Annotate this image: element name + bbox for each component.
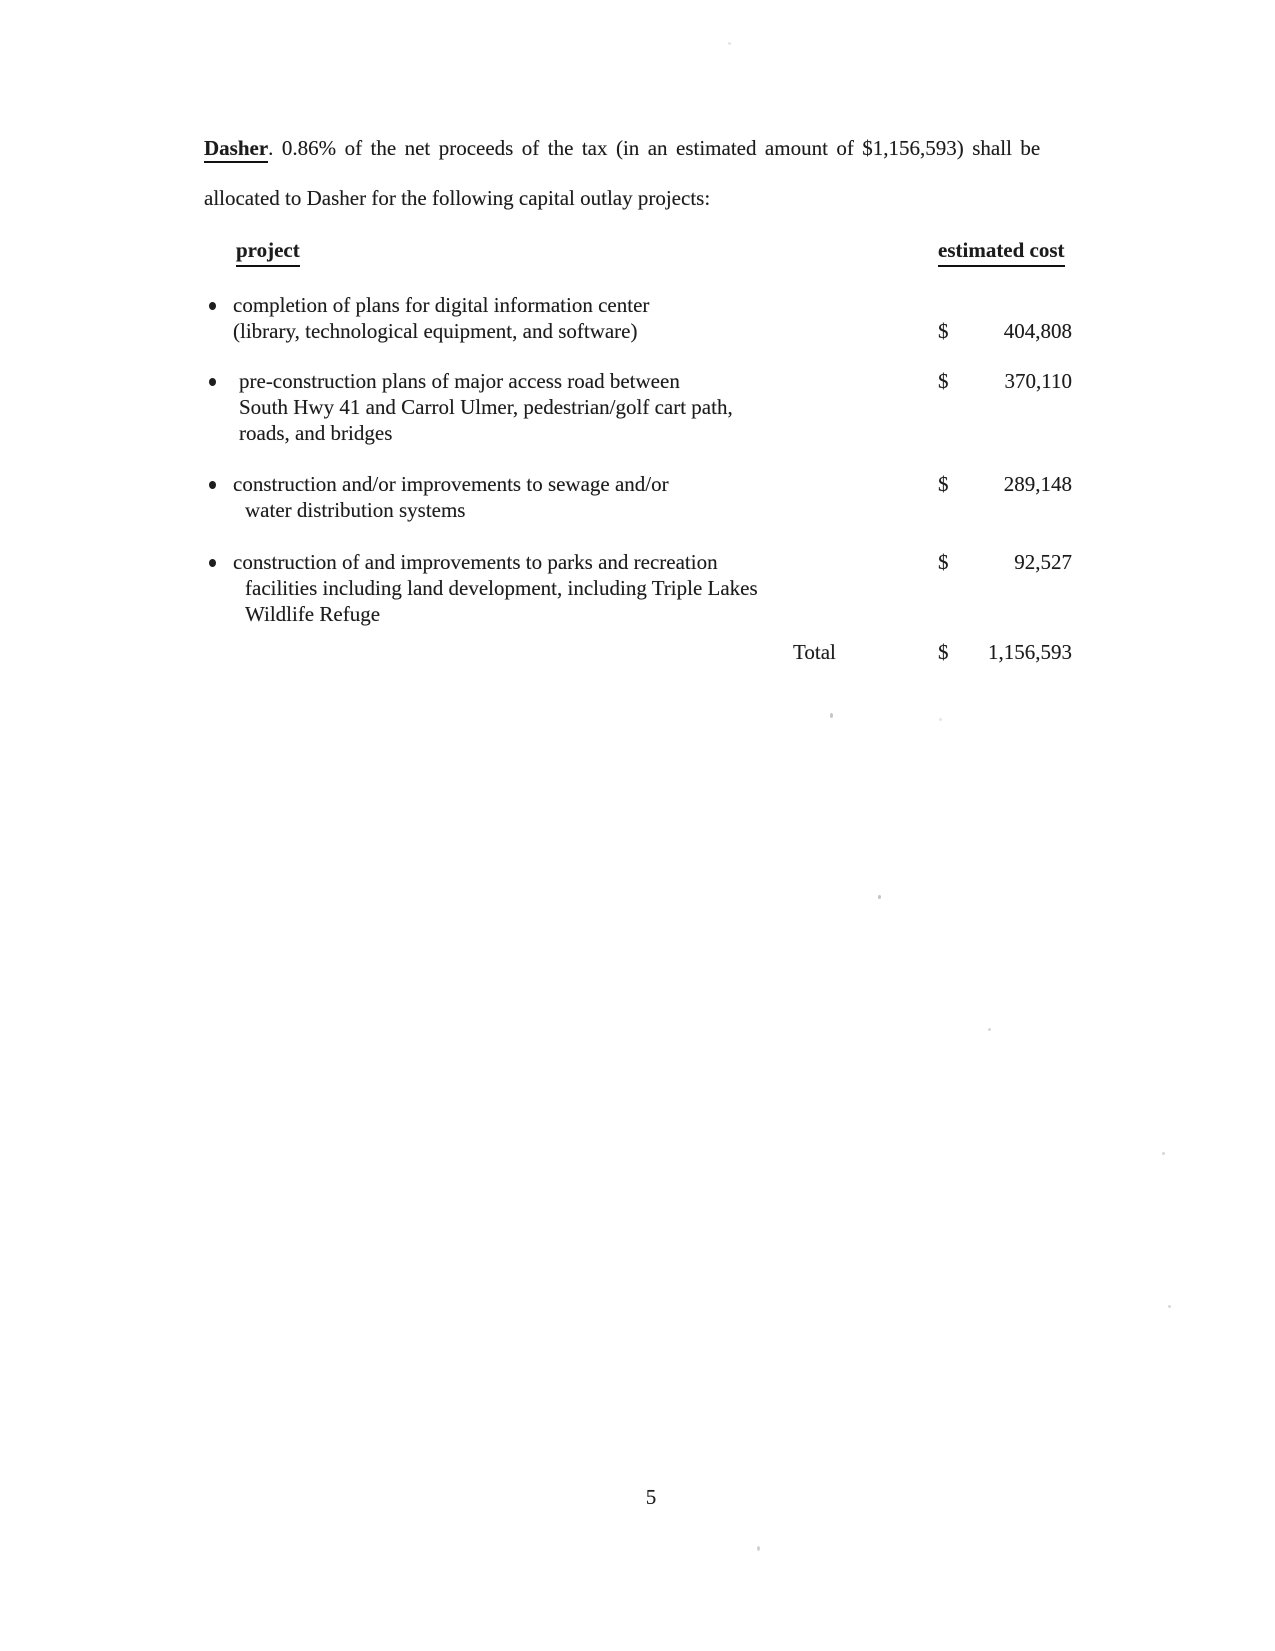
dollar-sign: $	[938, 319, 949, 343]
project-row-2	[204, 368, 1072, 446]
scan-artifact	[830, 713, 833, 718]
project-line: South Hwy 41 and Carrol Ulmer, pedestrian/golf cart path,	[239, 395, 733, 419]
total-amount-cell	[938, 639, 1072, 665]
amount-value: 404,808	[1003, 319, 1072, 343]
scan-artifact	[728, 42, 731, 45]
project-line: completion of plans for digital information center	[233, 293, 650, 317]
scan-artifact	[939, 718, 942, 721]
scan-artifact	[1168, 1305, 1171, 1308]
scan-artifact	[757, 1546, 760, 1551]
dasher-term: Dasher	[204, 136, 268, 163]
amount-cell	[938, 318, 1072, 344]
amount-value: 370,110	[1004, 369, 1072, 393]
dollar-sign: $	[938, 472, 949, 496]
scan-artifact	[878, 895, 881, 899]
bullet-icon	[209, 481, 216, 489]
bullet-icon	[209, 302, 216, 310]
project-row-4	[204, 549, 1072, 627]
scan-artifact	[1162, 1152, 1165, 1155]
dollar-sign: $	[938, 550, 949, 574]
total-amount-value: 1,156,593	[988, 640, 1072, 664]
dollar-sign: $	[938, 369, 949, 393]
intro-paragraph	[204, 135, 1041, 211]
page-number: 5	[645, 1485, 657, 1509]
project-column-header: project	[236, 237, 300, 267]
scan-artifact	[988, 1028, 991, 1031]
intro-line-2: allocated to Dasher for the following capital outlay projects:	[204, 186, 711, 210]
project-line: roads, and bridges	[239, 421, 393, 445]
bullet-icon	[209, 559, 216, 567]
amount-cell	[938, 471, 1072, 497]
amount-value: 289,148	[1003, 472, 1072, 496]
project-line: water distribution systems	[245, 498, 466, 522]
estimated-cost-column-header: estimated cost	[938, 237, 1065, 267]
project-line: pre-construction plans of major access road between	[239, 369, 680, 393]
amount-cell	[938, 368, 1072, 394]
intro-line-1-text: . 0.86% of the net proceeds of the tax (in an estimated amount of $1,156,593) shall be	[268, 136, 1041, 160]
project-line: construction of and improvements to parks and recreation	[233, 550, 718, 574]
project-row-3	[204, 471, 1072, 523]
bullet-icon	[209, 378, 216, 386]
project-line: construction and/or improvements to sewage and/or	[233, 472, 669, 496]
amount-cell	[938, 549, 1072, 575]
dollar-sign: $	[938, 640, 949, 664]
project-line: Wildlife Refuge	[245, 602, 381, 626]
project-line: facilities including land development, including Triple Lakes	[245, 576, 758, 600]
amount-value: 92,527	[1014, 550, 1072, 574]
intro-line-1	[204, 135, 1041, 161]
project-row-1	[204, 292, 1072, 344]
total-label: Total	[793, 640, 836, 664]
project-line: (library, technological equipment, and software)	[233, 319, 638, 343]
